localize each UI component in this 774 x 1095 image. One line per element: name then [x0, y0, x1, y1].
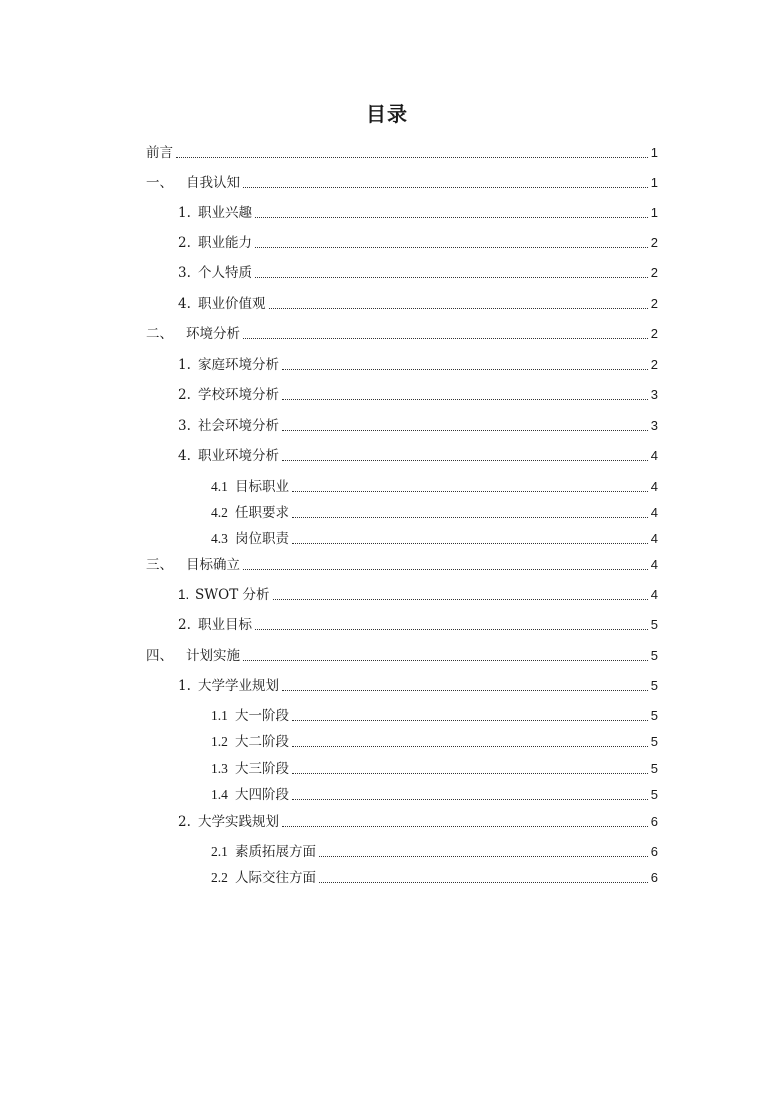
toc-entry-subsection[interactable] [178, 443, 658, 465]
toc-entry-label: 学校环境分析 [198, 387, 279, 403]
toc-entry-label: 环境分析 [186, 326, 240, 342]
toc-entry-number: 4.2 [211, 505, 228, 520]
toc-entry-number: 三、 [146, 557, 173, 573]
dot-leader [319, 855, 648, 857]
toc-entry-label: 大学学业规划 [198, 678, 279, 694]
toc-entry-number: 2. [178, 235, 191, 251]
toc-entry-section-1[interactable] [146, 170, 658, 192]
dot-leader [292, 745, 648, 747]
dot-leader [282, 459, 648, 461]
dot-leader [292, 798, 648, 800]
toc-entry-label: 社会环境分析 [198, 418, 279, 434]
toc-entry-number: 2.2 [211, 870, 228, 885]
toc-entry-number: 1.2 [211, 734, 228, 749]
toc-entry-preface[interactable] [146, 140, 658, 162]
toc-entry-label: 职业兴趣 [198, 205, 252, 221]
toc-entry-subsubsection[interactable] [211, 526, 658, 548]
toc-page-number: 4 [650, 557, 658, 572]
toc-entry-label: 岗位职责 [235, 531, 289, 547]
toc-entry-subsubsection[interactable] [211, 729, 658, 751]
toc-entry-label: 职业目标 [198, 617, 252, 633]
toc-page-number: 5 [650, 617, 658, 632]
toc-entry-label: 任职要求 [235, 505, 289, 521]
toc-entry-number: 1.1 [211, 708, 228, 723]
toc-entry-label: 计划实施 [186, 648, 240, 664]
toc-page-number: 6 [650, 844, 658, 859]
toc-entry-subsection[interactable] [178, 582, 658, 604]
toc-entry-section-3[interactable] [146, 552, 658, 574]
toc-entry-label: 大三阶段 [235, 761, 289, 777]
toc-entry-section-4[interactable] [146, 643, 658, 665]
toc-entry-label: 目标职业 [235, 479, 289, 495]
toc-entry-number: 2.1 [211, 844, 228, 859]
toc-entry-subsubsection[interactable] [211, 865, 658, 887]
toc-page-number: 3 [650, 418, 658, 433]
toc-entry-section-2[interactable] [146, 321, 658, 343]
toc-entry-number: 4.3 [211, 531, 228, 546]
toc-entry-number: 4.1 [211, 479, 228, 494]
toc-entry-label: 职业能力 [198, 235, 252, 251]
dot-leader [273, 598, 648, 600]
toc-entry-label: 自我认知 [186, 175, 240, 191]
toc-entry-number: 1. [178, 205, 191, 221]
toc-entry-subsection[interactable] [178, 673, 658, 695]
dot-leader [282, 368, 648, 370]
toc-entry-number: 1.3 [211, 761, 228, 776]
toc-page-number: 5 [650, 734, 658, 749]
toc-entry-subsection[interactable] [178, 413, 658, 435]
dot-leader [243, 337, 648, 339]
dot-leader [282, 825, 648, 827]
toc-entry-subsection[interactable] [178, 809, 658, 831]
toc-entry-subsubsection[interactable] [211, 474, 658, 496]
dot-leader [292, 719, 648, 721]
toc-page-number: 2 [650, 357, 658, 372]
dot-leader [255, 216, 648, 218]
toc-entry-subsection[interactable] [178, 200, 658, 222]
toc-page-number: 2 [650, 296, 658, 311]
toc-entry-number: 3. [178, 265, 191, 281]
dot-leader [319, 881, 648, 883]
toc-page-number: 5 [650, 708, 658, 723]
toc-entry-number: 2. [178, 387, 191, 403]
toc-entry-subsection[interactable] [178, 612, 658, 634]
dot-leader [292, 490, 648, 492]
toc-entry-subsubsection[interactable] [211, 500, 658, 522]
toc-entry-label: 前言 [146, 145, 173, 161]
toc-entry-number: 3. [178, 418, 191, 434]
toc-entry-label: 大二阶段 [235, 734, 289, 750]
dot-leader [292, 772, 648, 774]
toc-page-number: 1 [650, 205, 658, 220]
toc-entry-label: 大一阶段 [235, 708, 289, 724]
dot-leader [269, 307, 648, 309]
toc-entry-label: SWOT 分析 [195, 587, 270, 603]
dot-leader [255, 276, 648, 278]
toc-page-number: 5 [650, 787, 658, 802]
toc-entry-label: 个人特质 [198, 265, 252, 281]
toc-entry-label: 职业价值观 [198, 296, 266, 312]
dot-leader [255, 628, 648, 630]
toc-entry-number: 4. [178, 448, 191, 464]
toc-page-number: 2 [650, 265, 658, 280]
toc-entry-subsection[interactable] [178, 260, 658, 282]
toc-entry-subsubsection[interactable] [211, 756, 658, 778]
toc-entry-subsubsection[interactable] [211, 839, 658, 861]
toc-entry-subsection[interactable] [178, 382, 658, 404]
toc-entry-label: 大四阶段 [235, 787, 289, 803]
toc-entry-number: 四、 [146, 648, 173, 664]
toc-entry-label: 目标确立 [186, 557, 240, 573]
toc-entry-subsection[interactable] [178, 291, 658, 313]
toc-entry-number: 一、 [146, 175, 173, 191]
toc-page-number: 2 [650, 235, 658, 250]
toc-entry-subsection[interactable] [178, 230, 658, 252]
toc-entry-subsubsection[interactable] [211, 703, 658, 725]
toc-page-number: 6 [650, 814, 658, 829]
toc-page-number: 5 [650, 648, 658, 663]
toc-entry-label: 家庭环境分析 [198, 357, 279, 373]
toc-title: 目录 [366, 102, 408, 126]
toc-page-number: 4 [650, 505, 658, 520]
dot-leader [243, 659, 648, 661]
toc-entry-label: 素质拓展方面 [235, 844, 316, 860]
toc-entry-number: 1.4 [211, 787, 228, 802]
dot-leader [282, 429, 648, 431]
toc-page-number: 4 [650, 531, 658, 546]
toc-page-number: 1 [650, 175, 658, 190]
toc-entry-label: 人际交往方面 [235, 870, 316, 886]
toc-page-number: 4 [650, 587, 658, 602]
toc-entry-number: 4. [178, 296, 191, 312]
dot-leader [282, 398, 648, 400]
toc-entry-subsection[interactable] [178, 352, 658, 374]
dot-leader [255, 246, 648, 248]
toc-page-number: 5 [650, 678, 658, 693]
toc-entry-label: 大学实践规划 [198, 814, 279, 830]
toc-entry-number: 2. [178, 814, 191, 830]
toc-page-number: 4 [650, 479, 658, 494]
toc-page-number: 1 [650, 145, 658, 160]
dot-leader [282, 689, 648, 691]
dot-leader [176, 156, 648, 158]
toc-entry-number: 1. [178, 587, 190, 602]
dot-leader [292, 542, 648, 544]
toc-entry-label: 职业环境分析 [198, 448, 279, 464]
dot-leader [243, 186, 648, 188]
toc-entry-number: 二、 [146, 326, 173, 342]
toc-page-number: 2 [650, 326, 658, 341]
toc-page-number: 6 [650, 870, 658, 885]
toc-entry-number: 1. [178, 357, 191, 373]
toc-page-number: 5 [650, 761, 658, 776]
toc-entry-number: 2. [178, 617, 191, 633]
toc-page-number: 4 [650, 448, 658, 463]
dot-leader [292, 516, 648, 518]
toc-page-number: 3 [650, 387, 658, 402]
toc-entry-number: 1. [178, 678, 191, 694]
toc-entry-subsubsection[interactable] [211, 782, 658, 804]
dot-leader [243, 568, 648, 570]
